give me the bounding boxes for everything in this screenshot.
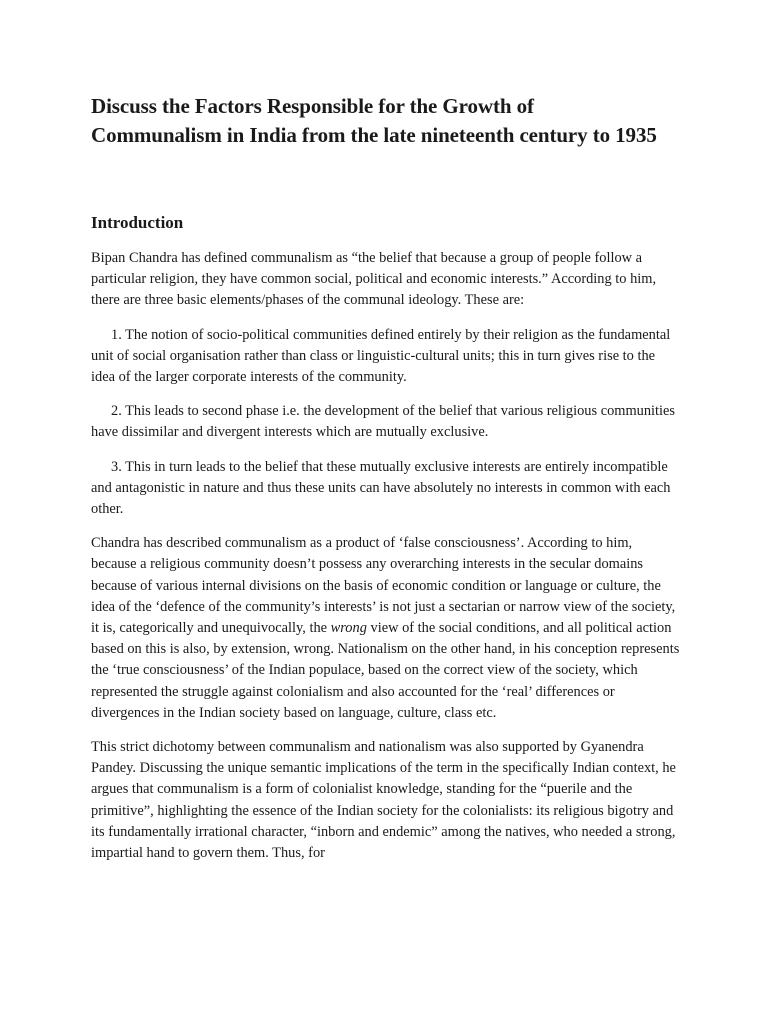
- paragraph-false-consciousness: [91, 533, 681, 724]
- document-title: [91, 92, 681, 150]
- list-item: 1. The notion of socio-political communities defined entirely by their religion as the fundamental unit of social organisation rather than class or linguistic-cultural units; this in turn gives rise to the idea of the larger corporate interests of the community.: [91, 326, 671, 386]
- paragraph-text: Chandra has described communalism as a product of ‘false consciousness’. According to him, because a religious community doesn’t possess any overarching interests in the secular domains because of various internal divisions on the basis of economic condition or language or culture, the idea of the ‘defence of the community’s interests’ is not just a sectarian or narrow view of the society, it is, categorically and unequivocally, the: [91, 535, 676, 637]
- section-heading-introduction: Introduction: [91, 213, 184, 232]
- intro-paragraph: Bipan Chandra has defined communalism as “the belief that because a group of people follow a particular religion, they have common social, political and economic interests.” According to him, there are three basic elements/phases of the communal ideology. These are:: [91, 250, 657, 309]
- list-item: 3. This in turn leads to the belief that these mutually exclusive interests are entirely incompatible and antagonistic in nature and thus these units can have absolutely no interests in common with each other.: [91, 458, 671, 518]
- paragraph-text: view of the social conditions, and all political action based on this is also, by extension, wrong. Nationalism on the other hand, in his conception represents the ‘true consciousness’ of the Indian populace, based on the correct view of the society, which represented the struggle against colonialism and also accounted for the ‘real’ differences or divergences in the Indian society based on language, culture, class etc.: [91, 620, 680, 721]
- title-line-1: Discuss the Factors Responsible for the Growth of: [91, 94, 534, 118]
- list-item: 2. This leads to second phase i.e. the development of the belief that various religious communities have dissimilar and divergent interests which are mutually exclusive.: [91, 403, 676, 441]
- paragraph-pandey: This strict dichotomy between communalism and nationalism was also supported by Gyanendra Pandey. Discussing the unique semantic implications of the term in the specifically Indian context, he argues that communalism is a form of colonialist knowledge, standing for the “puerile and the primitive”, highlighting the essence of the Indian society for the colonialists: its religious bigotry and its fundamentally irrational character, “inborn and endemic” among the natives, who needed a strong, impartial hand to govern them. Thus, for: [91, 739, 676, 862]
- communal-ideology-phases-list: [91, 325, 681, 521]
- title-line-2: Communalism in India from the late nineteenth century to 1935: [91, 123, 657, 147]
- emphasized-word: wrong: [330, 620, 367, 637]
- document-page: [91, 92, 681, 864]
